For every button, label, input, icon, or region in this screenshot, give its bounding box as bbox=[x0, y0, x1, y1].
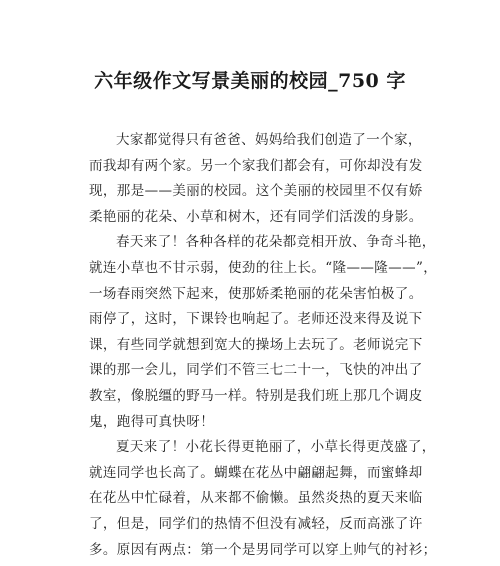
text-line: 大家都觉得只有爸爸、妈妈给我们创造了一个家， bbox=[116, 132, 422, 148]
text-line: 就连同学也长高了。蝴蝶在花丛中翩翩起舞，而蜜蜂却 bbox=[89, 464, 423, 481]
text-line: 春天来了！各种各样的花朵都竞相开放、争奇斗艳， bbox=[116, 234, 436, 251]
text-line: 一场春雨突然下起来，使那娇柔艳丽的花朵害怕极了。 bbox=[89, 285, 423, 302]
text-line: 多。原因有两点：第一个是男同学可以穿上帅气的衬衫； bbox=[89, 541, 437, 558]
text-line: 现，那是——美丽的校园。这个美丽的校园里不仅有娇 bbox=[89, 183, 423, 200]
text-line: 教室，像脱缰的野马一样。特别是我们班上那几个调皮 bbox=[89, 387, 423, 404]
text-line: 在花丛中忙碌着，从来都不偷懒。虽然炎热的夏天来临 bbox=[89, 490, 423, 507]
text-line: 而我却有两个家。另一个家我们都会有，可你却没有发 bbox=[89, 157, 423, 174]
text-line: 就连小草也不甘示弱，使劲的往上长。“隆——隆——”， bbox=[89, 259, 438, 276]
page-title: 六年级作文写景美丽的校园_750 字 bbox=[94, 70, 406, 92]
text-line: 夏天来了！小花长得更艳丽了，小草长得更茂盛了， bbox=[116, 439, 436, 456]
text-line: 课，有些同学就想到宽大的操场上去玩了。老师说完下 bbox=[89, 336, 423, 353]
text-line: 课的那一会儿，同学们不管三七二十一，飞快的冲出了 bbox=[89, 362, 423, 379]
text-line: 柔艳丽的花朵、小草和树木，还有同学们活泼的身影。 bbox=[89, 208, 423, 225]
text-line: 雨停了，这时，下课铃也响起了。老师还没来得及说下 bbox=[89, 311, 423, 328]
article-body bbox=[89, 128, 438, 563]
text-line: 了，但是，同学们的热情不但没有减轻，反而高涨了许 bbox=[89, 515, 423, 532]
text-line: 鬼，跑得可真快呀！ bbox=[89, 413, 215, 430]
